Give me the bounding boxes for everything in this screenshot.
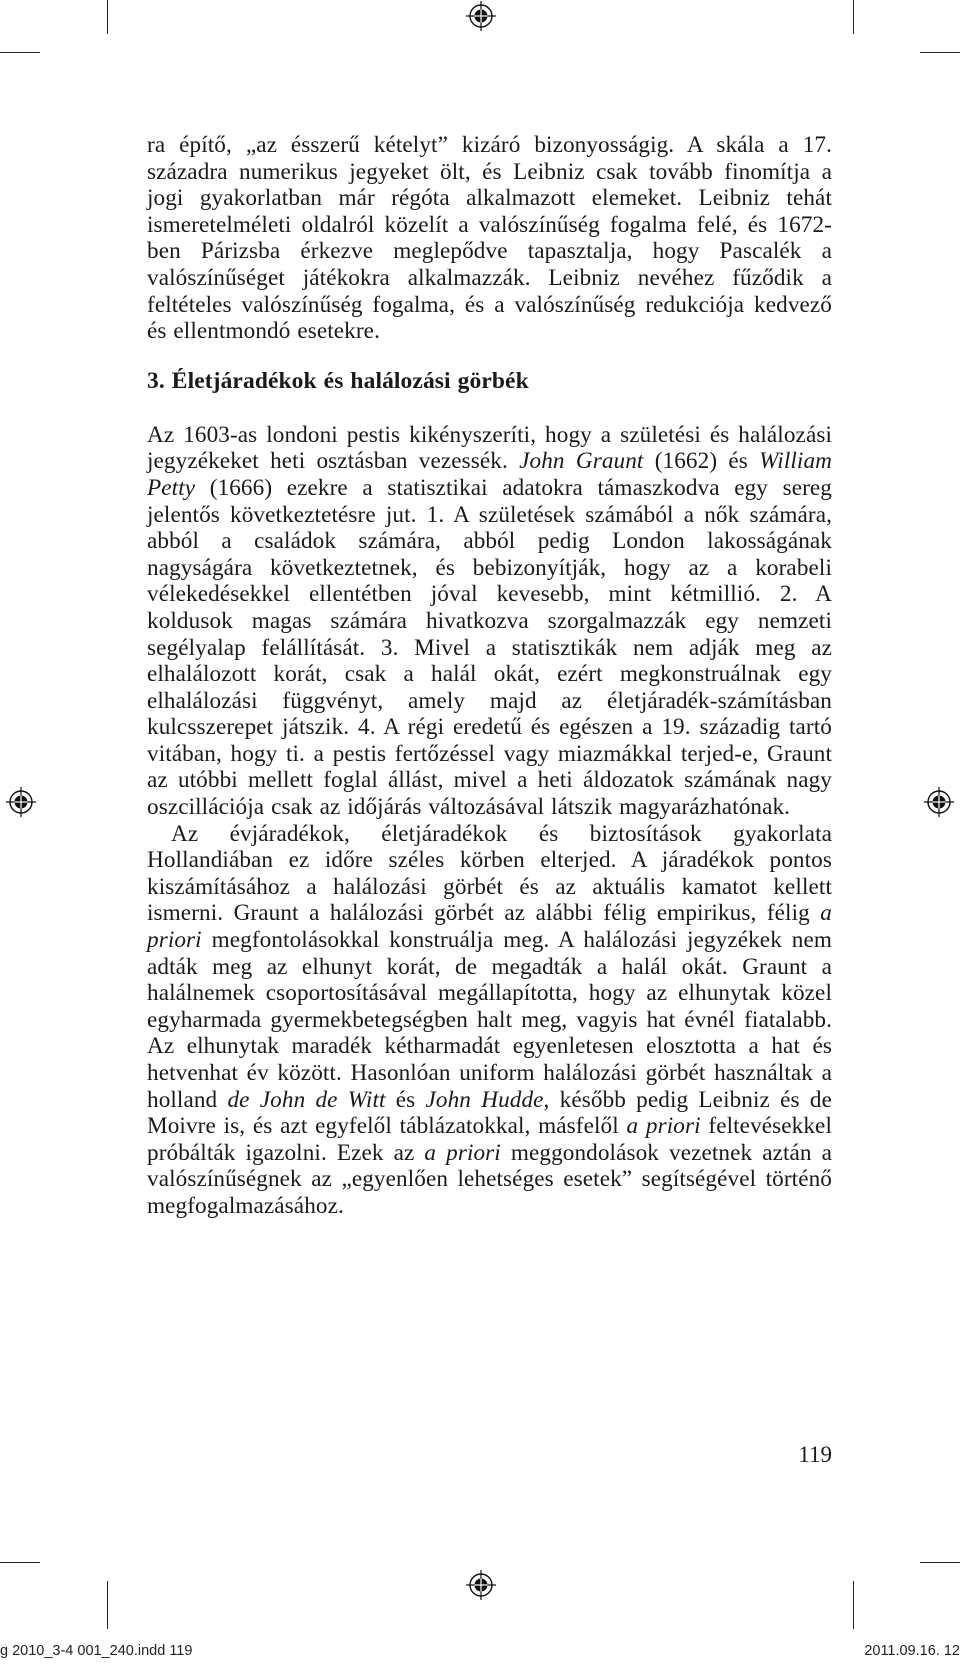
- paragraph-1: ra építő, „az ésszerű kételyt” kizáró bizonyosságig. A skála a 17. századra numerikus jegyeket ölt, és Leibniz csak tovább finomítja a jogi gyakorlatban már régóta alkalmazott elemeket. Leibniz tehát ismeretelméleti oldalról közelít a valószínűség fogalma felé, és 1672-ben Párizsba érkezve meglepődve tapasztalja, hogy Pascalék a valószínűséget játékokra alkalmazzák. Leibniz nevéhez fűződik a feltételes valószínűség fogalma, és a valószínűség redukciója kedvező és ellentmondó esetekre.: [147, 132, 832, 345]
- crop-mark: [107, 1581, 108, 1629]
- text-run: (1662) és: [643, 448, 760, 475]
- slug-timestamp: 2011.09.16. 12: [864, 1643, 960, 1659]
- italic-term: a priori: [626, 1113, 701, 1140]
- text-run: feltevésekkel próbálták igazolni. Ezek az: [147, 1113, 832, 1166]
- crop-mark: [0, 1562, 40, 1563]
- registration-mark-icon: [924, 787, 954, 817]
- text-run: , később pedig Leibniz és de Moivre is, és azt egyfelől táblázatokkal, másfelől: [147, 1086, 832, 1140]
- slug-filename: g 2010_3-4 001_240.indd 119: [0, 1643, 193, 1659]
- text-run: meggondolások vezetnek aztán a valószínűségnek az „egyenlően lehetséges esetek” segítségével történő megfogalmazásához.: [147, 1139, 833, 1219]
- author-name: John Hudde: [425, 1086, 544, 1113]
- crop-mark: [920, 1562, 960, 1563]
- section-heading: 3. Életjáradékok és halálozási görbék: [147, 367, 529, 394]
- text-run: Az évjáradékok, életjáradékok és biztosítások gyakorlata Hollandiában ez időre széles körben elterjed. A járadékok pontos kiszámításához a halálozási görbét és az aktuális kamatot kellett ismerni. Graunt a halálozási görbét az alábbi félig empirikus, félig: [147, 820, 832, 927]
- registration-mark-icon: [466, 1570, 496, 1600]
- crop-mark: [107, 0, 108, 34]
- body-text: [147, 132, 832, 1220]
- author-name: John Graunt: [519, 448, 644, 475]
- author-name: William Petty: [147, 448, 832, 501]
- crop-mark: [0, 52, 40, 53]
- crop-mark: [920, 52, 960, 53]
- author-name: de John de Witt: [227, 1086, 386, 1113]
- paragraph-3: [147, 821, 832, 1220]
- crop-mark: [853, 0, 854, 34]
- crop-mark: [853, 1581, 854, 1629]
- page-number: 119: [798, 1442, 832, 1467]
- italic-term: a priori: [424, 1139, 501, 1166]
- text-run: Az 1603-as londoni pestis kikényszeríti, hogy a születési és halálozási jegyzékeket heti osztásban vezessék.: [147, 421, 832, 475]
- text-run: (1666) ezekre a statisztikai adatokra támaszkodva egy sereg jelentős következtetésre jut. 1. A születések számából a nők számára, abból a családok számára, abból pedig London lakosságának nagyságára következtetnek, és bebizonyítják, hogy az a korabeli vélekedésekkel ellentétben jóval kevesebb, mint kétmillió. 2. A koldusok magas számára hivatkozva szorgalmazzák egy nemzeti segélyalap felállítását. 3. Mivel a statisztikák nem adják meg az elhalálozott korát, csak a halál okát, ezért megkonstruálnak egy elhalálozási függvényt, amely majd az életjáradék-számításban kulcsszerepet játszik. 4. A régi eredetű és egészen a 19. századig tartó vitában, hogy ti. a pestis fertőzéssel vagy miazmákkal terjed-e, Graunt az utóbbi mellett foglal állást, mivel a heti áldozatok számának nagy oszcillációja csak az időjárás változásával látszik magyarázhatónak.: [147, 474, 832, 821]
- text-run: megfontolásokkal konstruálja meg. A halálozási jegyzékek nem adták meg az elhunyt korát, de megadták a halál okát. Graunt a halálnemek csoportosításával megállapította, hogy az elhunytak közel egyharmada gyermekbetegségben halt meg, vagyis hat évnél fiatalabb. Az elhunytak maradék kétharmadát egyenletesen elosztotta a hat és hetvenhat év között. Hasonlóan uniform halálozási görbét használtak a holland: [147, 927, 832, 1113]
- text-run: és: [385, 1086, 426, 1113]
- registration-mark-icon: [6, 787, 36, 817]
- italic-term: a priori: [147, 900, 832, 954]
- paragraph-2: [147, 422, 832, 821]
- registration-mark-icon: [466, 1, 496, 31]
